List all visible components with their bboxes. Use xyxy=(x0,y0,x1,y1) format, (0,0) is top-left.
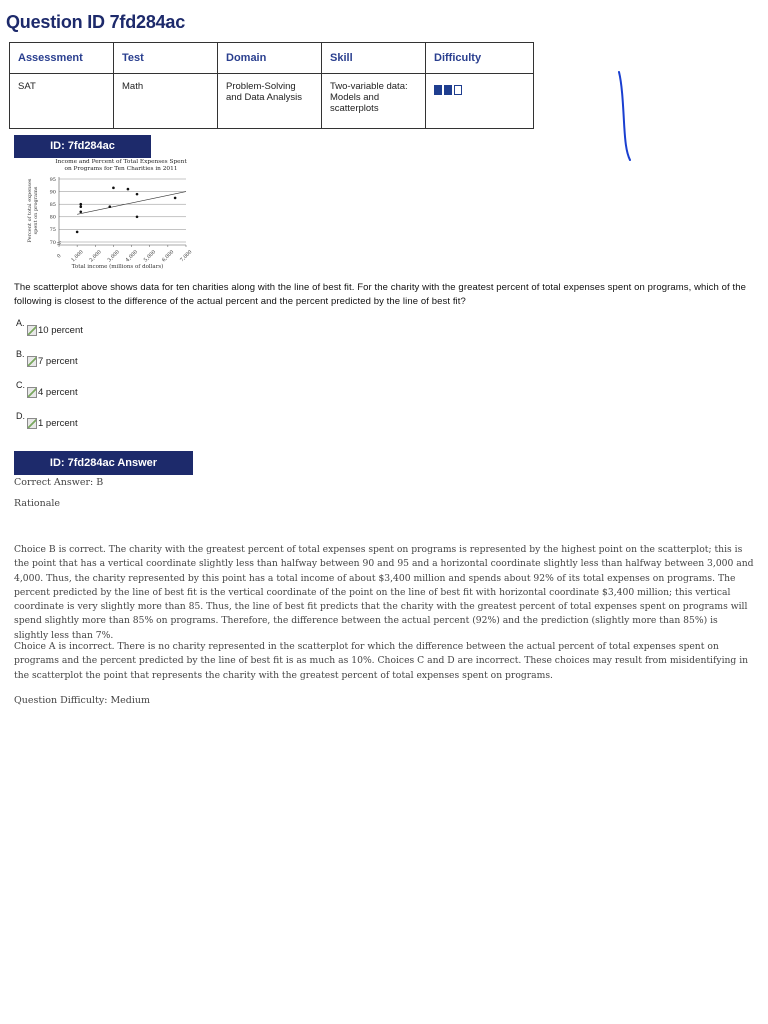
rationale-label: Rationale xyxy=(14,498,61,509)
x-tick-label: 1,000 xyxy=(70,249,85,264)
scatter-point xyxy=(112,187,115,190)
scatter-point xyxy=(136,193,139,196)
broken-image-alt xyxy=(27,356,78,367)
scatter-point xyxy=(79,210,82,213)
meta-header-domain: Domain xyxy=(218,43,322,74)
question-difficulty: Question Difficulty: Medium xyxy=(14,695,151,706)
answer-choice-c[interactable] xyxy=(16,380,316,411)
meta-value-domain: Problem-Solving and Data Analysis xyxy=(218,74,322,129)
y-tick-label: 75 xyxy=(49,227,56,234)
y-tick-label: 70 xyxy=(49,239,56,246)
rationale-paragraph: Choice A is incorrect. There is no charity represented in the scatterplot for which the difference between the actual percent of total expenses spent on programs and the percent predicted by the line of best fit is as much as 10%. Choices C and D are incorrect. These choices may result from misidentifying in the scatterplot the point that represents the charity with the greatest percent of total expenses spent on programs. xyxy=(14,641,749,681)
choice-text: 4 percent xyxy=(38,387,78,398)
question-id-banner: ID: 7fd284ac xyxy=(14,135,151,158)
y-axis-label: Percent of total expenses xyxy=(27,178,33,243)
choice-letter: B. xyxy=(16,349,25,359)
broken-image-icon xyxy=(27,418,37,429)
choice-text: 7 percent xyxy=(38,356,78,367)
answer-choices xyxy=(16,318,316,442)
y-axis-label: spent on programs xyxy=(33,186,39,235)
pen-stroke-annotation xyxy=(612,66,636,166)
difficulty-bar-empty xyxy=(454,85,462,95)
page-title: Question ID 7fd284ac xyxy=(6,12,186,32)
difficulty-bar-filled xyxy=(444,85,452,95)
choice-letter: C. xyxy=(16,380,25,390)
y-tick-label: 90 xyxy=(49,189,56,196)
question-text: The scatterplot above shows data for ten charities along with the line of best fit. For the charity with the greatest percent of total expenses spent on programs, which of the following is closest to the difference of the actual percent and the percent predicted by the line of best fit? xyxy=(14,282,746,307)
y-tick-label: 95 xyxy=(49,176,56,183)
broken-image-icon xyxy=(27,356,37,367)
correct-answer: Correct Answer: B xyxy=(14,477,104,488)
chart-title: on Programs for Ten Charities in 2011 xyxy=(64,166,178,172)
meta-value-row xyxy=(10,74,534,129)
choice-text: 10 percent xyxy=(38,325,83,336)
meta-header-difficulty: Difficulty xyxy=(426,43,534,74)
scatter-point xyxy=(174,197,177,200)
chart-title: Income and Percent of Total Expenses Spent xyxy=(55,159,187,165)
y-tick-label: 80 xyxy=(49,214,56,221)
line-of-best-fit xyxy=(77,192,186,215)
difficulty-bar-filled xyxy=(434,85,442,95)
broken-image-icon xyxy=(27,325,37,336)
broken-image-alt xyxy=(27,418,78,429)
meta-header-assessment: Assessment xyxy=(10,43,114,74)
scatter-point xyxy=(79,205,82,208)
meta-value-assessment: SAT xyxy=(10,74,114,129)
meta-header-skill: Skill xyxy=(322,43,426,74)
choice-letter: D. xyxy=(16,411,25,421)
meta-header-row xyxy=(10,43,534,74)
meta-value-test: Math xyxy=(114,74,218,129)
meta-value-difficulty xyxy=(426,74,534,129)
broken-image-alt xyxy=(27,325,83,336)
meta-header-test: Test xyxy=(114,43,218,74)
y-tick-label: 85 xyxy=(49,202,56,208)
scatter-point xyxy=(79,203,82,206)
choice-letter: A. xyxy=(16,318,25,328)
rationale-paragraph: Choice B is correct. The charity with the greatest percent of total expenses spent on programs is represented by the highest point on the scatterplot; this is the point that has a vertical coordinate slightly less than halfway between 90 and 95 and a horizontal coordinate slightly less than halfway between 3,000 and 4,000. Thus, the charity represented by this point has a total income of about $3,400 million and spends about 92% of its total expenses on programs. The percent predicted by the line of best fit is the vertical coordinate of the point on the line of best fit with horizontal coordinate $3,400 million; this vertical coordinate is very slightly more than 85. Thus, the line of best fit predicts that the charity with the greatest percent of total expenses spent on programs will spend slightly more than 85% on programs. Therefore, the difference between the actual percent (92%) and the prediction (slightly more than 85%) is slightly less than 7%. xyxy=(14,544,754,641)
difficulty-indicator xyxy=(434,85,462,95)
scatter-point xyxy=(127,188,130,191)
x-tick-label: 5,000 xyxy=(142,249,158,264)
choice-text: 1 percent xyxy=(38,418,78,429)
answer-choice-a[interactable] xyxy=(16,318,316,349)
x-tick-label: 2,000 xyxy=(88,249,103,264)
scatterplot-figure xyxy=(26,156,196,274)
scatter-point xyxy=(109,205,112,208)
answer-choice-d[interactable] xyxy=(16,411,316,442)
x-axis-label: Total income (millions of dollars) xyxy=(71,264,164,270)
answer-choice-b[interactable] xyxy=(16,349,316,380)
scatter-point xyxy=(136,216,139,219)
x-tick-label: 4,000 xyxy=(124,249,140,264)
broken-image-alt xyxy=(27,387,78,398)
meta-value-skill: Two-variable data: Models and scatterplots xyxy=(322,74,426,129)
broken-image-icon xyxy=(27,387,37,398)
answer-id-banner: ID: 7fd284ac Answer xyxy=(14,451,193,475)
scatter-point xyxy=(76,231,79,234)
x-tick-label: 3,000 xyxy=(106,249,121,264)
x-tick-label: 6,000 xyxy=(160,249,176,264)
question-meta-table xyxy=(9,42,534,129)
x-tick-label: 7,000 xyxy=(179,249,194,264)
x-tick-label: 0 xyxy=(56,253,63,260)
